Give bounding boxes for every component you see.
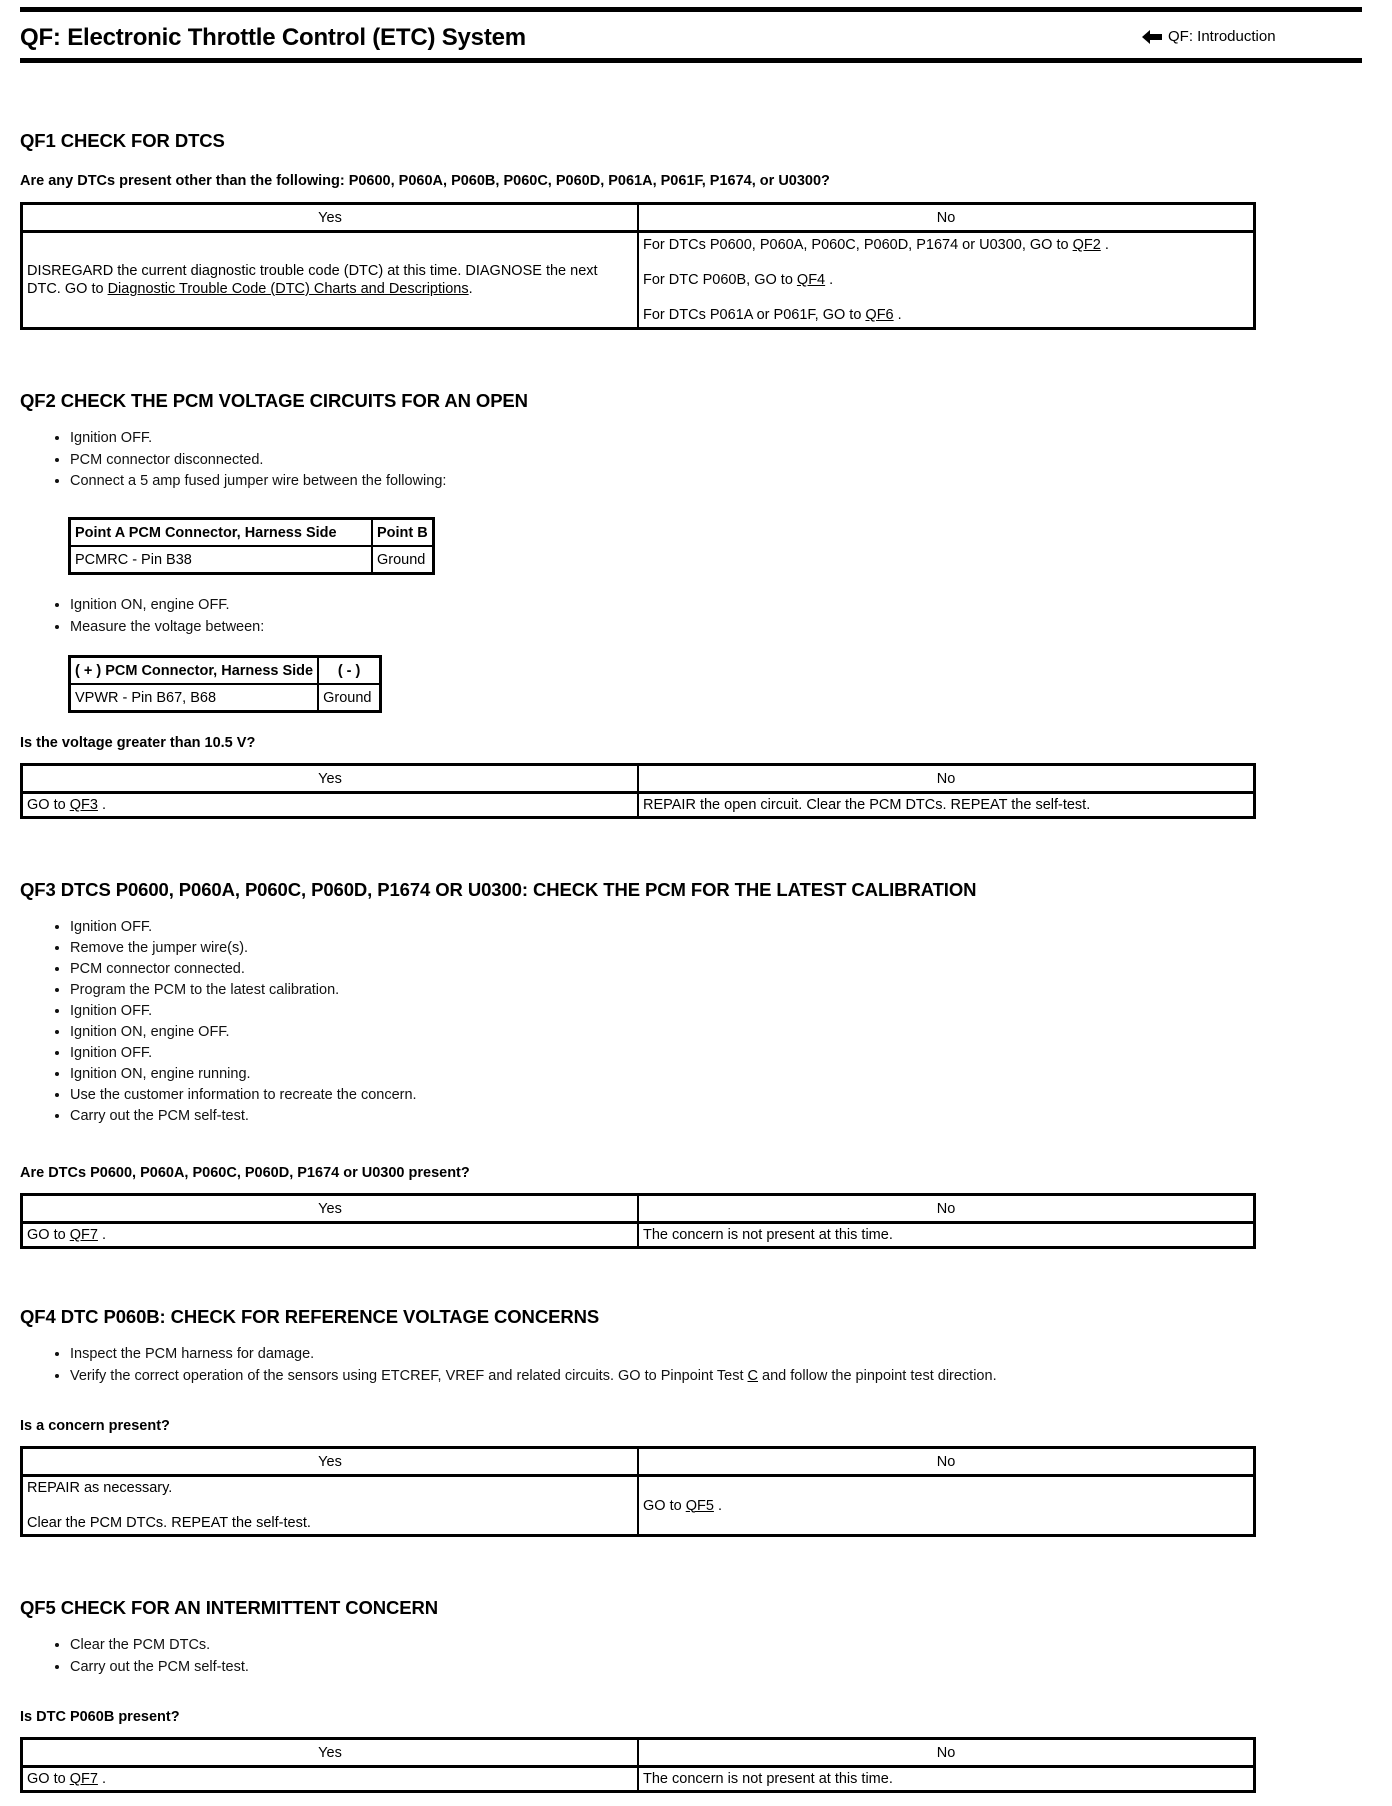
- col-header-no: No: [638, 1195, 1255, 1223]
- no-text: The concern is not present at this time.: [643, 1771, 893, 1787]
- measure-table: [68, 655, 382, 713]
- cell-positive: VPWR - Pin B67, B68: [70, 684, 319, 712]
- question: Is a concern present?: [20, 1418, 170, 1434]
- dtc-charts-link[interactable]: Diagnostic Trouble Code (DTC) Charts and Descriptions: [107, 281, 469, 297]
- no-suffix: .: [825, 272, 834, 288]
- step-item: • Ignition OFF.: [70, 917, 417, 938]
- col-header-negative: ( - ): [318, 657, 381, 685]
- col-header-point-b: Point B: [372, 519, 433, 547]
- no-text: For DTCs P061A or P061F, GO to: [643, 307, 866, 323]
- step-item: • Use the customer information to recreate the concern.: [70, 1085, 417, 1106]
- yes-cell: [22, 232, 639, 329]
- yes-no-table: [20, 1737, 1256, 1793]
- no-suffix: .: [893, 307, 902, 323]
- link-qf7[interactable]: QF7: [69, 1227, 98, 1243]
- step-item: • Clear the PCM DTCs.: [70, 1635, 249, 1657]
- section-title: QF3 DTCS P0600, P060A, P060C, P060D, P1674 OR U0300: CHECK THE PCM FOR THE LATEST CALIBRATION: [20, 879, 977, 900]
- yes-text: GO to: [27, 1771, 70, 1787]
- no-text: For DTCs P0600, P060A, P060C, P060D, P1674 or U0300, GO to: [643, 237, 1073, 253]
- step-suffix: and follow the pinpoint test direction.: [758, 1367, 997, 1384]
- step-item: • Ignition OFF.: [70, 1043, 417, 1064]
- link-qf2[interactable]: QF2: [1072, 237, 1101, 253]
- col-header-positive: ( + ) PCM Connector, Harness Side: [70, 657, 319, 685]
- no-cell: [638, 1223, 1255, 1248]
- question: Are any DTCs present other than the following: P0600, P060A, P060B, P060C, P060D, P061A, P061F, P1674, or U0300?: [20, 173, 830, 189]
- steps-list: [50, 1635, 249, 1678]
- link-qf4[interactable]: QF4: [796, 272, 826, 288]
- col-header-no: No: [638, 765, 1255, 793]
- section-title: QF4 DTC P060B: CHECK FOR REFERENCE VOLTAGE CONCERNS: [20, 1306, 600, 1327]
- yes-suffix: .: [97, 1227, 106, 1243]
- col-header-no: No: [638, 1739, 1255, 1767]
- nav-link-label: QF: Introduction: [1168, 28, 1276, 45]
- no-cell: [638, 232, 1255, 329]
- step-item: • Ignition OFF.: [70, 1001, 417, 1022]
- link-qf5[interactable]: QF5: [685, 1497, 714, 1514]
- link-qf7[interactable]: QF7: [69, 1771, 98, 1787]
- section-qf2: [20, 390, 1362, 813]
- no-cell: [638, 793, 1255, 818]
- no-suffix: .: [713, 1497, 722, 1514]
- no-text: For DTC P060B, GO to: [643, 272, 797, 288]
- col-header-yes: Yes: [22, 1448, 639, 1476]
- col-header-no: No: [638, 1448, 1255, 1476]
- step-item: • Ignition ON, engine running.: [70, 1064, 417, 1085]
- section-title: QF5 CHECK FOR AN INTERMITTENT CONCERN: [20, 1597, 439, 1618]
- col-header-yes: Yes: [22, 1739, 639, 1767]
- steps-list: [50, 917, 417, 1127]
- page-header: [20, 7, 1362, 63]
- col-header-yes: Yes: [22, 204, 639, 232]
- page: [20, 0, 1362, 1787]
- section-qf1: [20, 130, 1362, 323]
- yes-text-end: .: [468, 281, 473, 297]
- yes-cell: [22, 1476, 639, 1536]
- yes-cell: [22, 793, 639, 818]
- jumper-table: [68, 517, 435, 575]
- page-title: QF: Electronic Throttle Control (ETC) System: [20, 24, 526, 51]
- question: Is DTC P060B present?: [20, 1709, 180, 1725]
- question: Is the voltage greater than 10.5 V?: [20, 735, 256, 751]
- section-qf3: [20, 879, 1362, 1243]
- step-item: • Inspect the PCM harness for damage.: [70, 1344, 997, 1366]
- pinpoint-test-c-link[interactable]: C: [747, 1367, 758, 1384]
- step-item: • Ignition OFF.: [70, 428, 446, 450]
- step-item: • Ignition ON, engine OFF.: [70, 595, 264, 617]
- yes-text: REPAIR as necessary.: [27, 1480, 173, 1496]
- step-item: • Remove the jumper wire(s).: [70, 938, 417, 959]
- steps-list: [50, 1344, 997, 1387]
- section-title: QF1 CHECK FOR DTCS: [20, 130, 225, 151]
- section-qf5: [20, 1597, 1362, 1787]
- no-cell: [638, 1476, 1255, 1536]
- col-header-point-a: Point A PCM Connector, Harness Side: [70, 519, 373, 547]
- yes-text: Clear the PCM DTCs. REPEAT the self-test.: [27, 1515, 311, 1531]
- col-header-yes: Yes: [22, 1195, 639, 1223]
- section-qf4: [20, 1306, 1362, 1531]
- yes-text: GO to: [27, 1227, 70, 1243]
- step-item: • Ignition ON, engine OFF.: [70, 1022, 417, 1043]
- yes-text: DISREGARD the current diagnostic trouble code (DTC) at this time. DIAGNOSE the next DTC. GO to: [27, 263, 598, 297]
- col-header-yes: Yes: [22, 765, 639, 793]
- question: Are DTCs P0600, P060A, P060C, P060D, P1674 or U0300 present?: [20, 1165, 470, 1181]
- arrow-left-icon: [1142, 30, 1162, 44]
- col-header-no: No: [638, 204, 1255, 232]
- no-text: The concern is not present at this time.: [643, 1227, 893, 1243]
- cell-point-a: PCMRC - Pin B38: [70, 546, 373, 574]
- no-suffix: .: [1100, 237, 1109, 253]
- yes-text: GO to: [27, 797, 70, 813]
- step-item: [70, 1366, 997, 1388]
- no-text: REPAIR the open circuit. Clear the PCM DTCs. REPEAT the self-test.: [643, 797, 1091, 813]
- yes-no-table: [20, 1193, 1256, 1249]
- cell-point-b: Ground: [372, 546, 433, 574]
- yes-no-table: [20, 763, 1256, 819]
- yes-cell: [22, 1767, 639, 1792]
- yes-no-table: [20, 1446, 1256, 1537]
- no-cell: [638, 1767, 1255, 1792]
- step-item: • Connect a 5 amp fused jumper wire between the following:: [70, 471, 446, 493]
- yes-cell: [22, 1223, 639, 1248]
- no-text: GO to: [643, 1497, 686, 1514]
- nav-link-introduction[interactable]: [1142, 28, 1276, 45]
- step-item: • Measure the voltage between:: [70, 617, 264, 639]
- steps-list: [50, 428, 446, 493]
- yes-suffix: .: [97, 797, 106, 813]
- step-item: • Carry out the PCM self-test.: [70, 1106, 417, 1127]
- step-item: • Program the PCM to the latest calibration.: [70, 980, 417, 1001]
- step-item: • PCM connector connected.: [70, 959, 417, 980]
- link-qf6[interactable]: QF6: [865, 307, 894, 323]
- yes-suffix: .: [97, 1771, 106, 1787]
- cell-negative: Ground: [318, 684, 381, 712]
- step-item: • Carry out the PCM self-test.: [70, 1657, 249, 1679]
- link-qf3[interactable]: QF3: [69, 797, 98, 813]
- section-title: QF2 CHECK THE PCM VOLTAGE CIRCUITS FOR AN OPEN: [20, 390, 528, 411]
- step-item: • PCM connector disconnected.: [70, 450, 446, 472]
- steps-list: [50, 595, 264, 638]
- yes-no-table: [20, 202, 1256, 330]
- step-text: Verify the correct operation of the sensors using ETCREF, VREF and related circuits. GO to Pinpoint Test: [70, 1367, 748, 1384]
